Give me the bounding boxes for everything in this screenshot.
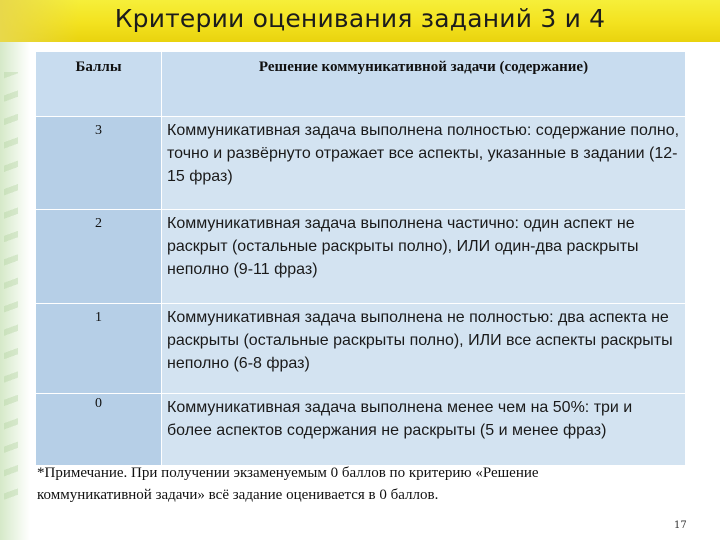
table-row [36,117,686,210]
score-cell: 2 [36,210,162,304]
header-criterion: Решение коммуникативной задачи (содержание) [162,52,686,117]
table-header-row [36,52,686,117]
decorative-side-strip [0,42,30,540]
slide-number: 17 [674,520,687,531]
criteria-table [35,51,686,466]
table-row [36,304,686,394]
score-cell: 3 [36,117,162,210]
footnote: *Примечание. При получении экзаменуемым 0 баллов по критерию «Решение коммуникативной задачи» всё задание оценивается в 0 баллов. [37,465,539,503]
description-cell: Коммуникативная задача выполнена не полностью: два аспекта не раскрыты (остальные раскрыты полно), ИЛИ все аспекты раскрыты неполно (6-8 фраз) [162,304,686,394]
table-row [36,210,686,304]
score-cell: 1 [36,304,162,394]
slide-title: Критерии оценивания заданий 3 и 4 [114,4,606,33]
table-row [36,394,686,466]
score-cell: 0 [36,394,162,466]
header-score: Баллы [36,52,162,117]
description-cell: Коммуникативная задача выполнена полностью: содержание полно, точно и развёрнуто отражает все аспекты, указанные в задании (12-15 фраз) [162,117,686,210]
description-cell: Коммуникативная задача выполнена менее чем на 50%: три и более аспектов содержания не раскрыты (5 и менее фраз) [162,394,686,466]
description-cell: Коммуникативная задача выполнена частично: один аспект не раскрыт (остальные раскрыты полно), ИЛИ один-два раскрыты неполно (9-11 фраз) [162,210,686,304]
